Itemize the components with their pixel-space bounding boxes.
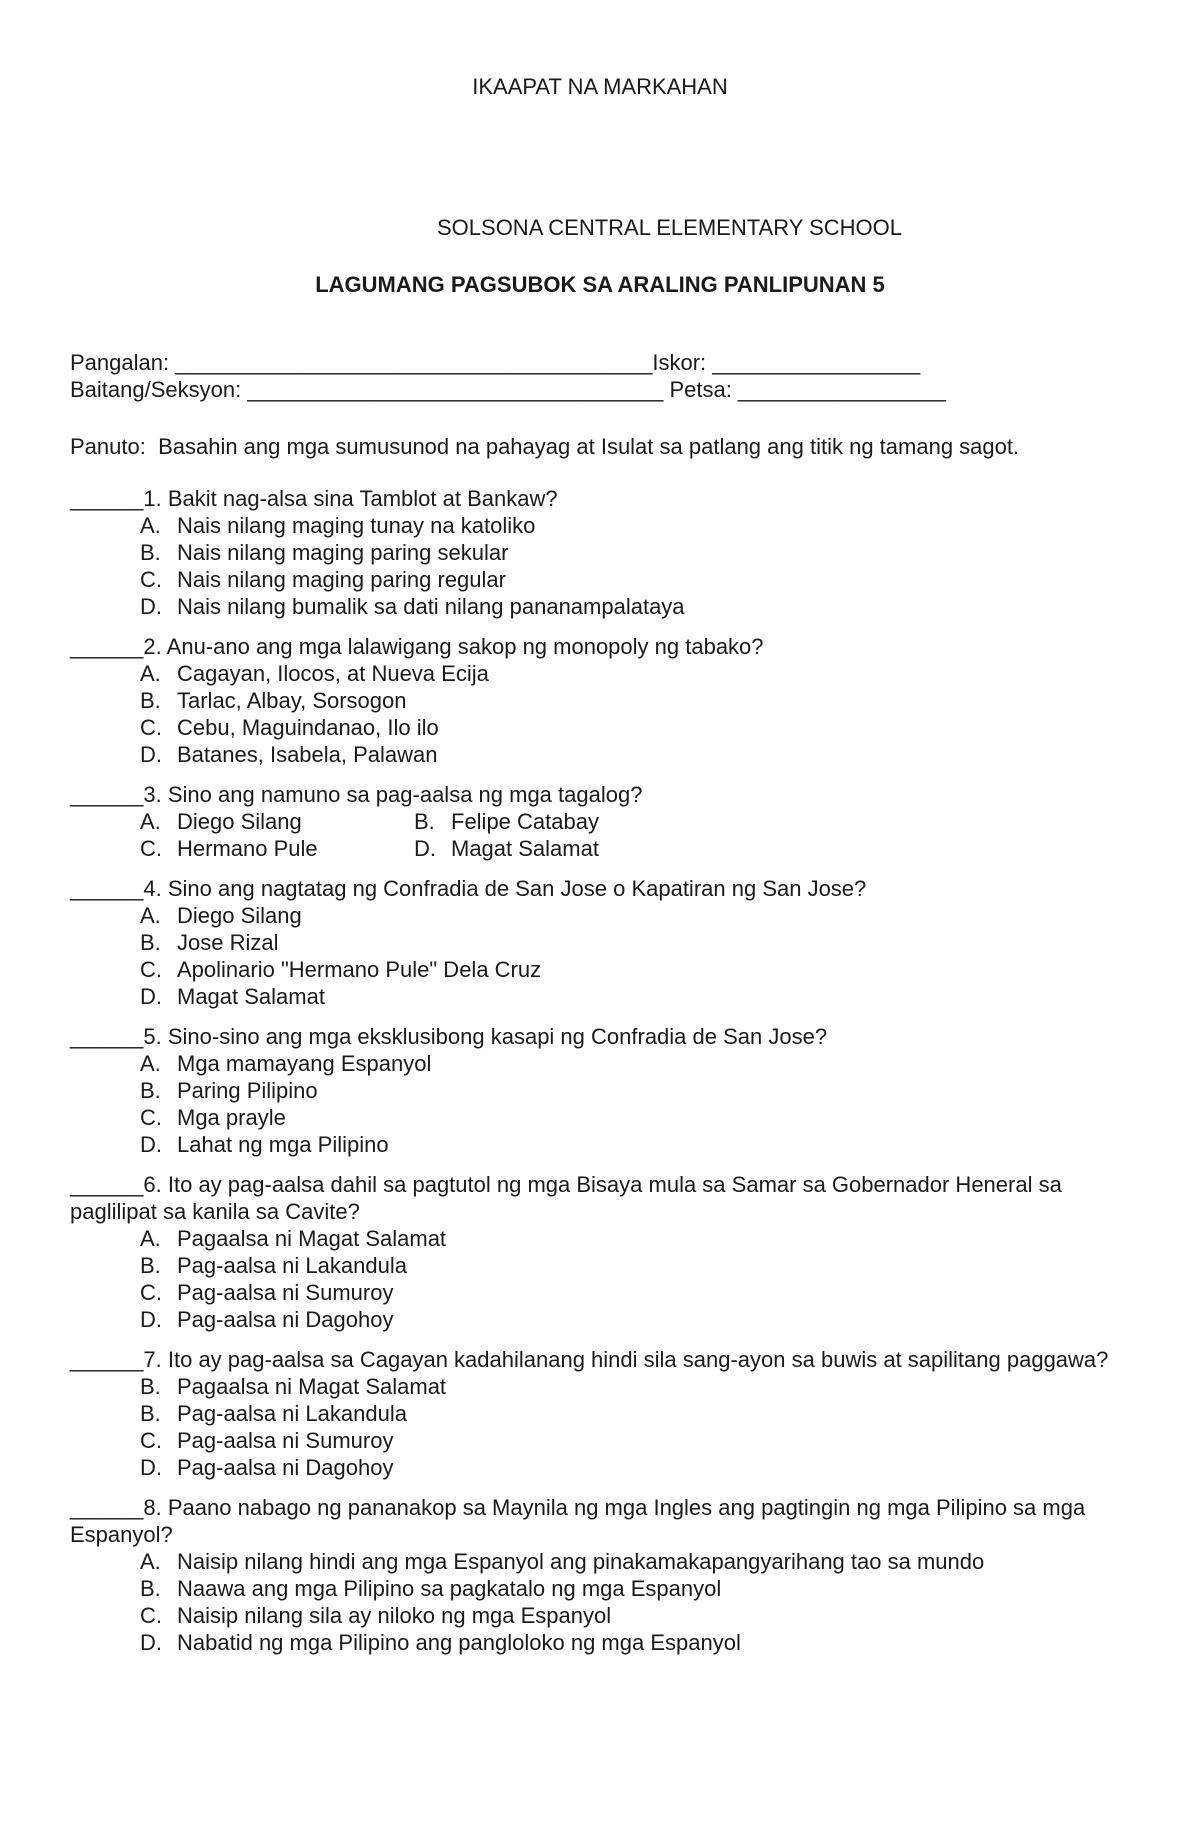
- option: [70, 593, 1130, 620]
- option-letter: D.: [140, 594, 162, 619]
- option-text: Jose Rizal: [177, 930, 279, 955]
- option: [70, 566, 1130, 593]
- option-text: Diego Silang: [177, 809, 302, 834]
- option: [70, 929, 1130, 956]
- option-text: Pag-aalsa ni Lakandula: [177, 1401, 407, 1426]
- option-text: Pag-aalsa ni Lakandula: [177, 1253, 407, 1278]
- question-stem: ______7. Ito ay pag-aalsa sa Cagayan kadahilanang hindi sila sang-ayon sa buwis at sapilitang paggawa?: [70, 1347, 1109, 1372]
- option-text: Batanes, Isabela, Palawan: [177, 742, 438, 767]
- option-letter: B.: [414, 809, 435, 834]
- option: [70, 1629, 1130, 1656]
- option-letter: D.: [140, 1455, 162, 1480]
- question-stem: ______3. Sino ang namuno sa pag-aalsa ng mga tagalog?: [70, 782, 643, 807]
- question-stem: ______6. Ito ay pag-aalsa dahil sa pagtutol ng mga Bisaya mula sa Samar sa Gobernador Heneral sa paglilipat sa kanila sa Cavite?: [70, 1172, 1062, 1224]
- option: [70, 660, 1130, 687]
- option-text: Magat Salamat: [177, 984, 325, 1009]
- option-letter: D.: [140, 1630, 162, 1655]
- question-7: [70, 1346, 1130, 1481]
- question-stem: ______4. Sino ang nagtatag ng Confradia de San Jose o Kapatiran ng San Jose?: [70, 876, 867, 901]
- option: [70, 1602, 1130, 1629]
- option-text: Pag-aalsa ni Dagohoy: [177, 1455, 394, 1480]
- option-text: Apolinario "Hermano Pule" Dela Cruz: [177, 957, 542, 982]
- question-stem: ______2. Anu-ano ang mga lalawigang sakop ng monopoly ng tabako?: [70, 634, 764, 659]
- option: [70, 956, 1130, 983]
- option-text: Felipe Catabay: [451, 809, 599, 834]
- option: [70, 1131, 1130, 1158]
- option: [70, 1427, 1130, 1454]
- option-letter: A.: [140, 903, 161, 928]
- option: [70, 1373, 1130, 1400]
- question-stem: ______8. Paano nabago ng pananakop sa Maynila ng mga Ingles ang pagtingin ng mga Pilipino sa mga Espanyol?: [70, 1495, 1086, 1547]
- option-letter: B.: [140, 1374, 161, 1399]
- option-text: Nais nilang maging paring regular: [177, 567, 506, 592]
- grade-date-line: Baitang/Seksyon: __________________________________ Petsa: _________________: [70, 377, 946, 402]
- option: [414, 835, 814, 862]
- option-letter: D.: [140, 1307, 162, 1332]
- option-letter: A.: [140, 1226, 161, 1251]
- option-letter: D.: [140, 984, 162, 1009]
- option-letter: A.: [140, 661, 161, 686]
- option-letter: B.: [140, 540, 161, 565]
- option: [70, 1225, 1130, 1252]
- option-letter: B.: [140, 1253, 161, 1278]
- student-info: [70, 349, 946, 403]
- option-letter: B.: [140, 1401, 161, 1426]
- option: [70, 1548, 1130, 1575]
- question-list: [70, 485, 1130, 1669]
- option: [70, 902, 1130, 929]
- option: [70, 1306, 1130, 1333]
- option-text: Nais nilang maging tunay na katoliko: [177, 513, 536, 538]
- option-letter: B.: [140, 688, 161, 713]
- option: [70, 1575, 1130, 1602]
- option-grid: [70, 808, 1130, 862]
- option: [70, 1050, 1130, 1077]
- option: [414, 808, 814, 835]
- option: [70, 983, 1130, 1010]
- option: [140, 835, 414, 862]
- option-letter: B.: [140, 1576, 161, 1601]
- option: [70, 512, 1130, 539]
- option-text: Lahat ng mga Pilipino: [177, 1132, 389, 1157]
- option-letter: C.: [140, 1280, 162, 1305]
- option: [70, 741, 1130, 768]
- option: [70, 714, 1130, 741]
- option-letter: D.: [414, 836, 436, 861]
- option-letter: C.: [140, 1428, 162, 1453]
- option-letter: C.: [140, 1105, 162, 1130]
- question-stem: ______1. Bakit nag-alsa sina Tamblot at Bankaw?: [70, 486, 558, 511]
- question-3: [70, 781, 1130, 862]
- option-letter: D.: [140, 742, 162, 767]
- question-6: [70, 1171, 1130, 1333]
- option-text: Nabatid ng mga Pilipino ang pangloloko ng mga Espanyol: [177, 1630, 741, 1655]
- question-5: [70, 1023, 1130, 1158]
- quarter-heading: IKAAPAT NA MARKAHAN: [472, 74, 728, 99]
- option: [70, 1104, 1130, 1131]
- option-text: Naawa ang mga Pilipino sa pagkatalo ng mga Espanyol: [177, 1576, 722, 1601]
- option-text: Mga mamayang Espanyol: [177, 1051, 432, 1076]
- option-letter: D.: [140, 1132, 162, 1157]
- question-stem: ______5. Sino-sino ang mga eksklusibong kasapi ng Confradia de San Jose?: [70, 1024, 828, 1049]
- option-text: Diego Silang: [177, 903, 302, 928]
- option-letter: B.: [140, 1078, 161, 1103]
- option-letter: C.: [140, 567, 162, 592]
- option-letter: C.: [140, 836, 162, 861]
- option-text: Pagaalsa ni Magat Salamat: [177, 1374, 447, 1399]
- option-letter: A.: [140, 1051, 161, 1076]
- option-text: Cebu, Maguindanao, Ilo ilo: [177, 715, 439, 740]
- question-4: [70, 875, 1130, 1010]
- option-text: Naisip nilang sila ay niloko ng mga Espanyol: [177, 1603, 612, 1628]
- option-text: Pag-aalsa ni Sumuroy: [177, 1280, 394, 1305]
- option-text: Pag-aalsa ni Dagohoy: [177, 1307, 394, 1332]
- option-text: Mga prayle: [177, 1105, 286, 1130]
- option: [70, 1400, 1130, 1427]
- option: [70, 1077, 1130, 1104]
- option-letter: A.: [140, 809, 161, 834]
- option-letter: C.: [140, 1603, 162, 1628]
- option: [70, 1252, 1130, 1279]
- option-letter: A.: [140, 513, 161, 538]
- option-letter: C.: [140, 957, 162, 982]
- option-text: Tarlac, Albay, Sorsogon: [177, 688, 407, 713]
- name-score-line: Pangalan: _______________________________________Iskor: _________________: [70, 350, 921, 375]
- option: [140, 808, 414, 835]
- test-title: LAGUMANG PAGSUBOK SA ARALING PANLIPUNAN 5: [315, 272, 885, 297]
- option-text: Nais nilang maging paring sekular: [177, 540, 509, 565]
- option: [70, 687, 1130, 714]
- option: [70, 539, 1130, 566]
- option-text: Pag-aalsa ni Sumuroy: [177, 1428, 394, 1453]
- option-text: Magat Salamat: [451, 836, 599, 861]
- school-name: SOLSONA CENTRAL ELEMENTARY SCHOOL: [437, 215, 902, 240]
- option-text: Cagayan, Ilocos, at Nueva Ecija: [177, 661, 489, 686]
- question-8: [70, 1494, 1130, 1656]
- option: [70, 1454, 1130, 1481]
- option: [70, 1279, 1130, 1306]
- option-letter: C.: [140, 715, 162, 740]
- question-2: [70, 633, 1130, 768]
- option-text: Pagaalsa ni Magat Salamat: [177, 1226, 447, 1251]
- directions: Panuto: Basahin ang mga sumusunod na pahayag at Isulat sa patlang ang titik ng tamang sagot.: [70, 434, 1020, 459]
- option-text: Naisip nilang hindi ang mga Espanyol ang pinakamakapangyarihang tao sa mundo: [177, 1549, 985, 1574]
- option-text: Hermano Pule: [177, 836, 318, 861]
- option-letter: A.: [140, 1549, 161, 1574]
- question-1: [70, 485, 1130, 620]
- option-text: Nais nilang bumalik sa dati nilang pananampalataya: [177, 594, 685, 619]
- option-letter: B.: [140, 930, 161, 955]
- option-text: Paring Pilipino: [177, 1078, 318, 1103]
